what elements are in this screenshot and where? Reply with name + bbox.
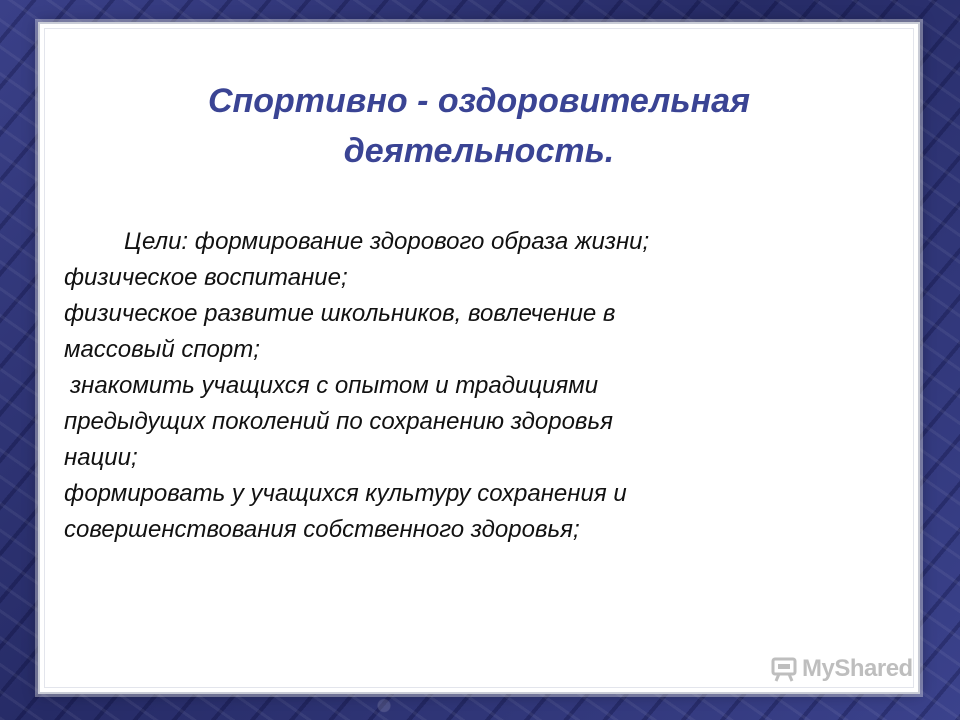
text-line: совершенствования собственного здоровья; — [64, 516, 580, 543]
text-line: физическое развитие школьников, вовлечение в — [64, 300, 616, 327]
watermark — [770, 655, 913, 683]
slide-body — [64, 224, 894, 548]
slide-panel — [38, 22, 920, 694]
text-line: нации; — [64, 444, 138, 471]
text-line: массовый спорт; — [64, 336, 260, 363]
text-line: знакомить учащихся с опытом и традициями — [70, 372, 599, 399]
presentation-board-icon — [770, 656, 798, 682]
text-line: предыдущих поколений по сохранению здоровья — [64, 408, 613, 435]
text-line: формировать у учащихся культуру сохранения и — [64, 480, 627, 507]
goals-line: Цели: формирование здорового образа жизни; — [124, 228, 650, 255]
slide-title: Спортивно - оздоровительная деятельность. — [207, 82, 751, 170]
watermark-text: MyShared — [802, 655, 913, 682]
text-line: физическое воспитание; — [64, 264, 348, 291]
